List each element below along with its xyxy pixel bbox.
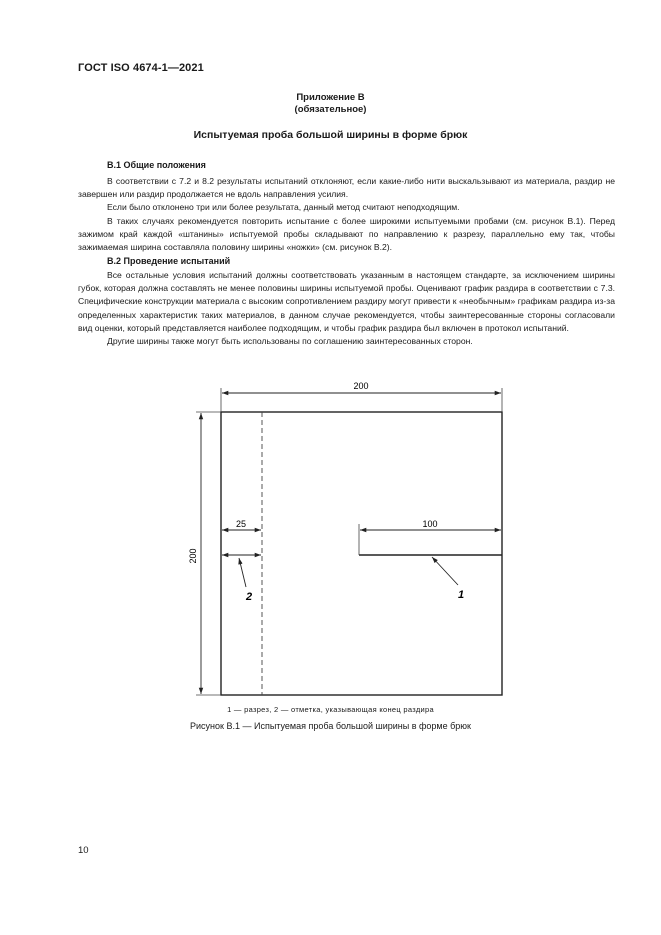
height-dimension-label: 200 — [188, 548, 198, 564]
cut-dimension-label: 100 — [422, 519, 438, 529]
document-code: ГОСТ ISO 4674-1—2021 — [78, 62, 204, 74]
figure-caption: Рисунок В.1 — Испытуемая проба большой ширины в форме брюк — [190, 721, 471, 731]
paragraph: В таких случаях рекомендуется повторить испытание с более широкими испытуемыми пробами (см. рисунок В.1). Перед зажимом край каждой «штанины» испытуемой пробы складывают по направлению к разрезу, параллельно ему так, чтобы зажимаемая ширина составляла половину ширины «ножки» (см. рисунок В.2). — [78, 215, 615, 253]
section-b1-heading: В.1 Общие положения — [107, 160, 206, 170]
appendix-status: (обязательное) — [294, 104, 367, 115]
paragraph: Другие ширины также могут быть использованы по соглашению заинтересованных сторон. — [107, 336, 473, 347]
leader-line-2 — [239, 558, 246, 587]
figure-legend: 1 — разрез, 2 — отметка, указывающая конец раздира — [227, 705, 434, 714]
appendix-heading: Испытуемая проба большой ширины в форме брюк — [193, 129, 468, 141]
specimen-outline — [221, 412, 502, 695]
width-dimension-label: 200 — [353, 381, 369, 391]
leader-line-1 — [432, 557, 458, 585]
label-2: 2 — [245, 591, 253, 603]
paragraph: Если было отклонено три или более результата, данный метод считают неподходящим. — [107, 202, 460, 213]
section-b2-heading: В.2 Проведение испытаний — [107, 256, 231, 266]
page-number: 10 — [78, 845, 89, 856]
margin-dimension-label: 25 — [235, 519, 247, 529]
paragraph: В соответствии с 7.2 и 8.2 результаты испытаний отклоняют, если какие-либо нити выскальзывают из материала, раздир не завершен или раздир продолжается не вдоль направления усилия. — [78, 176, 615, 200]
paragraph: Все остальные условия испытаний должны соответствовать указанным в настоящем стандарте, за исключением ширины губок, которая должна составлять не менее половины ширины испытуемой пробы. Оценивают график раздира в соответствии с 7.3. Специфические конструкции материала с высоким сопротивлением раздиру могут привести к «необычным» графикам раздира из-за определенных характеристик таких материалов, в данном случае рекомендуется, чтобы заинтересованные стороны согласовали вид оценки, который представляется наиболее подходящим, и чтобы график раздира был включен в протокол испытаний. — [78, 270, 615, 333]
appendix-title: Приложение В — [296, 92, 365, 103]
label-1: 1 — [457, 589, 465, 601]
